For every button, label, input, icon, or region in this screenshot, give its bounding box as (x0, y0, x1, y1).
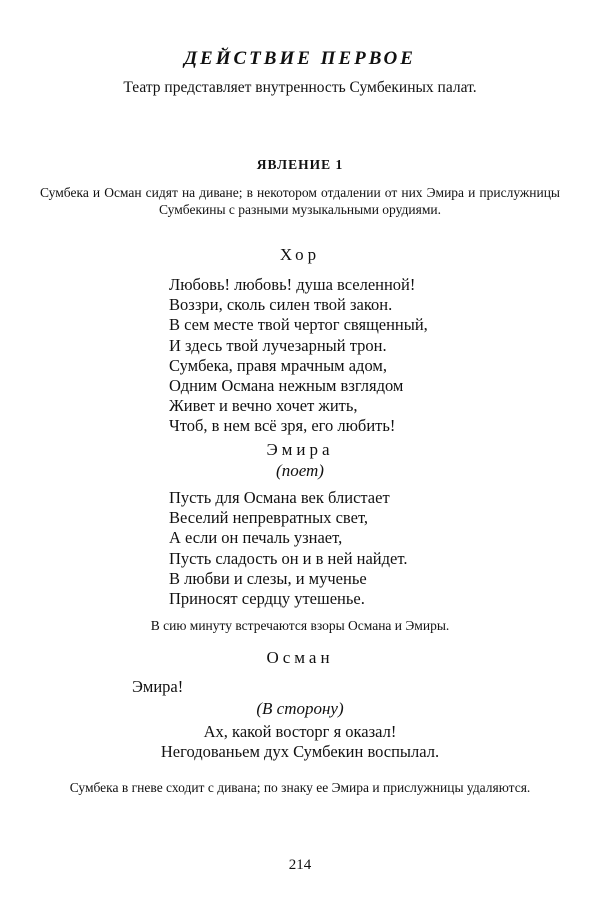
osman-aside: (В сторону) (256, 699, 344, 718)
speaker-osman: Осман (266, 648, 334, 667)
page-number: 214 (288, 857, 312, 873)
stage-direction-opening: Сумбека и Осман сидят на диване; в некотором отдалении от них Эмира и прислужницы Сумбекины с разными музыкальными орудиями. (40, 185, 560, 217)
verse-line: Сумбека, правя мрачным адом, (169, 355, 387, 375)
verse-line: Чтоб, в нем всё зря, его любить! (169, 416, 396, 436)
verse-line: Ах, какой восторг я оказал! (203, 722, 397, 741)
osman-line: Эмира! (132, 677, 184, 696)
verse-line: А если он печаль узнает, (169, 528, 343, 548)
verse-line: Пусть сладость он и в ней найдет. (169, 548, 408, 568)
verse-line: Живет и вечно хочет жить, (169, 396, 358, 416)
verse-line: Одним Османа нежным взглядом (169, 375, 404, 395)
verse-line: Веселий непревратных свет, (169, 508, 369, 528)
scene-title: ЯВЛЕНИЕ 1 (256, 157, 344, 172)
verse-line: Любовь! любовь! душа вселенной! (169, 275, 416, 294)
verse-line: Пусть для Османа век блистает (169, 488, 390, 507)
verse-line: Приносят сердцу утешенье. (169, 588, 365, 608)
act-title: ДЕЙСТВИЕ ПЕРВОЕ (184, 48, 416, 69)
speaker-emira: Эмира (266, 440, 334, 459)
osman-verse (0, 722, 600, 762)
chorus-verse (169, 275, 428, 437)
verse-line: В сем месте твой чертог священный, (169, 315, 428, 335)
speaker-chorus: Хор (279, 245, 321, 264)
emira-performance-note: (поет) (276, 461, 324, 480)
verse-line: Негодованьем дух Сумбекин воспылал. (160, 742, 440, 762)
stage-direction-exit: Сумбека в гневе сходит с дивана; по знаку ее Эмира и прислужницы удаляются. (69, 780, 531, 795)
verse-line: Воззри, сколь силен твой закон. (169, 295, 393, 315)
stage-direction-gaze: В сию минуту встречаются взоры Османа и Эмиры. (150, 618, 450, 633)
verse-line: И здесь твой лучезарный трон. (169, 335, 387, 355)
emira-verse (169, 488, 407, 609)
setting-description: Театр представляет внутренность Сумбекиных палат. (123, 79, 477, 96)
verse-line: В любви и слезы, и мученье (169, 568, 367, 588)
